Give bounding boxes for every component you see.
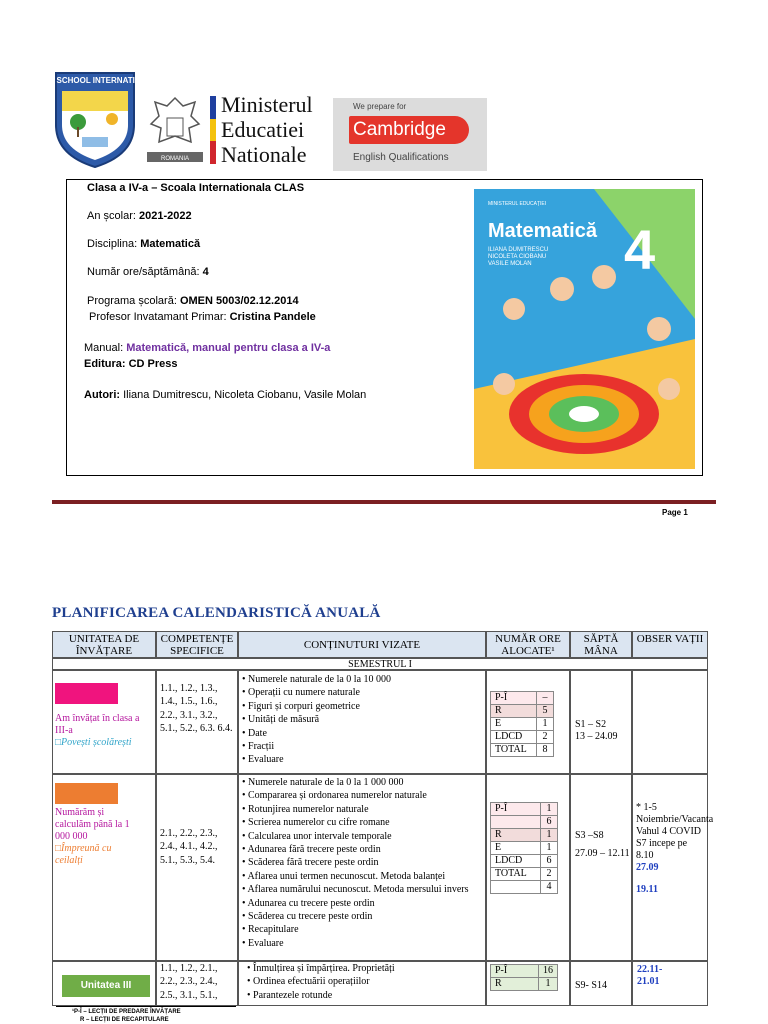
school-logo: [32, 67, 158, 169]
book-title: Matematică: [488, 220, 597, 242]
obs-cell: [632, 961, 708, 1006]
list-item: • Aflarea numărului necunoscut. Metoda mersului invers: [242, 883, 485, 896]
hours-cell: [486, 961, 570, 1006]
page-number: Page 1: [662, 508, 688, 517]
checkbox-icon: □: [55, 843, 62, 854]
ministry-line: Educatiei: [221, 117, 305, 142]
unit-cell: [52, 774, 156, 961]
list-item: • Fracții: [242, 740, 485, 753]
cambridge-tagline: We prepare for: [353, 102, 407, 111]
list-item: • Înmulțirea și împărțirea. Proprietăți: [247, 962, 485, 975]
book-publisher-tag: MINISTERUL EDUCAȚIEI: [488, 201, 547, 207]
school-year: An școlar: 2021-2022: [87, 210, 192, 222]
obs-note: * 1-5 Noiembrie/Vacanta Vahul 4 COVID: [636, 802, 714, 837]
footnote: ¹P-Î – LECȚII DE PREDARE ÎNVĂȚARE: [72, 1009, 181, 1015]
table-row: 6: [491, 816, 558, 829]
competences-cell: 1.1., 1.2., 2.1., 2.2., 2.3., 2.4., 2.5., 3.1., 5.1.,: [156, 961, 238, 1006]
week-dates: 27.09 – 12.11: [575, 848, 630, 859]
obs-date: 27.09: [636, 862, 659, 873]
obs-date: 21.01: [637, 976, 660, 987]
hours-table: [490, 691, 554, 757]
week-cell: [570, 774, 632, 961]
teacher: Profesor Invatamant Primar: Cristina Pandele: [89, 311, 316, 323]
list-item: • Numerele naturale de la 0 la 1 000 000: [242, 776, 485, 789]
book-author: VASILE MOLAN: [488, 261, 532, 267]
school-program: Programa școlară: OMEN 5003/02.12.2014: [87, 295, 299, 307]
list-item: • Recapitulare: [242, 923, 485, 936]
week-cell: [570, 670, 632, 774]
list-item: • Unități de măsură: [242, 713, 485, 726]
list-item: • Operații cu numere naturale: [242, 686, 485, 699]
plan-title: PLANIFICAREA CALENDARISTICĂ ANUALĂ: [52, 605, 381, 621]
list-item: • Scăderea cu trecere peste ordin: [242, 910, 485, 923]
table-row: R 1: [491, 978, 558, 991]
class-line: Clasa a IV-a – Scoala Internationala CLAS: [87, 182, 305, 194]
list-item: • Evaluare: [242, 937, 485, 950]
list-item: • Numerele naturale de la 0 la 10 000: [242, 673, 485, 686]
weekly-hours: Număr ore/săptămână: 4: [87, 266, 209, 278]
contents-cell: [238, 774, 486, 961]
book-grade: 4: [624, 218, 656, 281]
checkbox-icon: □: [55, 737, 62, 748]
unit-color-marker: [55, 683, 118, 704]
unit-subtitle: □Împreună cu ceilalți: [55, 843, 112, 866]
header-unit: UNITATEA DE ÎNVĂȚARE: [52, 631, 156, 658]
week-cell: [570, 961, 632, 1006]
table-row: P-Î 16: [491, 965, 558, 978]
table-row: P-Î 1: [491, 803, 558, 816]
table-row: TOTAL 2: [491, 868, 558, 881]
header-competences: COMPETENȚE SPECIFICE: [156, 631, 238, 658]
competences-cell: 1.1., 1.2., 1.3., 1.4., 1.5., 1.6., 2.2., 3.1., 3.2., 5.1., 5.2., 6.3. 6.4.: [156, 670, 238, 774]
table-row: LDCD 6: [491, 855, 558, 868]
unit-color-marker: [55, 783, 118, 804]
unit-subtitle: □Povești școlărești: [55, 737, 132, 748]
hours-table: [490, 802, 558, 894]
content-list: [242, 776, 485, 950]
table-row: P-Î –: [491, 692, 554, 705]
week-dates: 13 – 24.09: [575, 731, 618, 742]
table-row: 4: [491, 881, 558, 894]
list-item: • Compararea și ordonarea numerelor naturale: [242, 789, 485, 802]
contents-cell: [238, 961, 486, 1006]
unit-title: Numărăm și calculăm până la 1 000 000: [55, 807, 130, 842]
header-observations: OBSER VAȚII: [632, 631, 708, 658]
unit-title: Am învățat în clasa a III-a: [55, 713, 140, 736]
contents-cell: [238, 670, 486, 774]
list-item: • Adunarea cu trecere peste ordin: [242, 897, 485, 910]
table-row: TOTAL 8: [491, 744, 554, 757]
header-contents: CONȚINUTURI VIZATE: [238, 631, 486, 658]
ribbon-text: ROMANIA: [160, 156, 190, 162]
school-logo-text: CLAS SCHOOL INTERNATIONAL: [32, 76, 158, 85]
competences-cell: 2.1., 2.2., 2.3., 2.4., 4.1., 4.2., 5.1., 5.3., 5.4.: [156, 774, 238, 961]
table-row: R 1: [491, 829, 558, 842]
ministry-line: Ministerul: [221, 92, 313, 117]
list-item: • Figuri și corpuri geometrice: [242, 700, 485, 713]
content-list: [242, 673, 485, 767]
obs-note: S7 incepe pe 8.10: [636, 838, 688, 861]
publisher: Editura: CD Press: [84, 358, 178, 370]
cambridge-logo: [333, 98, 487, 171]
discipline: Disciplina: Matematică: [87, 238, 201, 250]
content-list: [247, 962, 485, 1002]
hours-cell: [486, 670, 570, 774]
authors: Autori: Iliana Dumitrescu, Nicoleta Ciobanu, Vasile Molan: [84, 389, 367, 401]
footnote-divider: [56, 1006, 236, 1007]
list-item: • Adunarea fără trecere peste ordin: [242, 843, 485, 856]
manual: Manual: Matematică, manual pentru clasa a IV-a: [84, 342, 331, 354]
flag-bar: [210, 96, 216, 164]
list-item: • Calcularea unor intervale temporale: [242, 830, 485, 843]
cambridge-sub: English Qualifications: [353, 152, 449, 163]
header-hours: NUMĂR ORE ALOCATE¹: [486, 631, 570, 658]
ministry-logo: [143, 92, 325, 168]
list-item: • Scăderea fără trecere peste ordin: [242, 856, 485, 869]
ministry-name: [221, 92, 313, 167]
list-item: • Scrierea numerelor cu cifre romane: [242, 816, 485, 829]
ministry-line: Nationale: [221, 142, 307, 167]
list-item: • Ordinea efectuării operațiilor: [247, 975, 485, 988]
hours-table: [490, 964, 558, 991]
obs-date: 19.11: [636, 884, 658, 895]
hours-cell: [486, 774, 570, 961]
book-author: NICOLETA CIOBANU: [488, 254, 547, 260]
week-range: S1 – S2: [575, 719, 607, 730]
unit-cell: [52, 961, 156, 1006]
list-item: • Date: [242, 727, 485, 740]
footnote: R – LECȚII DE RECAPITULARE: [80, 1017, 169, 1023]
obs-date: 22.11-: [637, 964, 663, 975]
header-week: SĂPTĂ MÂNA: [570, 631, 632, 658]
semester-row: SEMESTRUL I: [52, 658, 708, 670]
unit-title: Unitatea III: [62, 975, 150, 997]
obs-cell: [632, 774, 714, 961]
book-author: ILIANA DUMITRESCU: [488, 247, 549, 253]
week-range: S3 –S8: [575, 830, 604, 841]
book-cover-image: [474, 189, 695, 469]
unit-cell: [52, 670, 156, 774]
list-item: • Parantezele rotunde: [247, 989, 485, 1002]
page-divider: [52, 500, 716, 504]
list-item: • Aflarea unui termen necunoscut. Metoda balanței: [242, 870, 485, 883]
table-row: E 1: [491, 718, 554, 731]
cambridge-wordmark: Cambridge: [349, 116, 469, 144]
list-item: • Evaluare: [242, 753, 485, 766]
week-range: S9- S14: [575, 980, 607, 991]
obs-cell: [632, 670, 708, 774]
table-row: R 5: [491, 705, 554, 718]
list-item: • Rotunjirea numerelor naturale: [242, 803, 485, 816]
table-row: LDCD 2: [491, 731, 554, 744]
coat-of-arms-icon: [143, 94, 207, 164]
table-row: E 1: [491, 842, 558, 855]
